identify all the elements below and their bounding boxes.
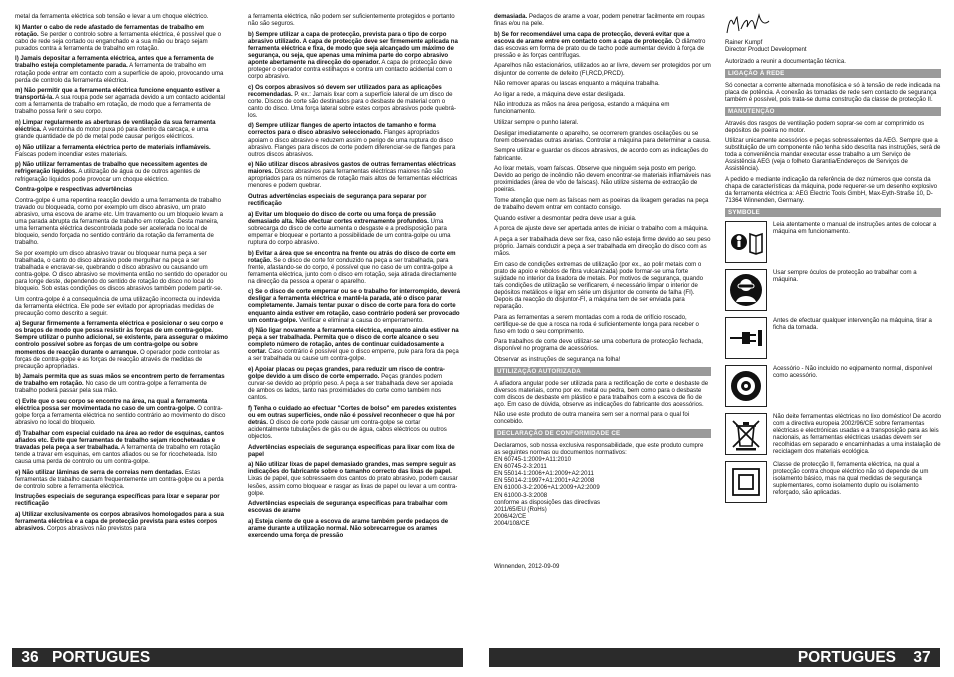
ce-line: Declaramos, sob nossa exclusiva responsabilidade, que este produto cumpre as seguintes normas ou documentos normativos: (494, 442, 704, 457)
paragraph-text: a ferramenta eléctrica, não podem ser suficientemente protegidos e portanto não são seguros. (248, 13, 455, 28)
paragraph-heading: p) Não utilizar ferramentas de trabalho que necessitem agentes de refrigeração líquidos. (15, 161, 208, 176)
weee-bin-icon (725, 413, 767, 455)
ce-line: 2011/65/EU (RoHs) (494, 505, 547, 513)
page-37 (477, 0, 954, 677)
paragraph-text: Caso contrário é possível que o disco emperre, pule para fora da peça a ser trabalhada ou cause um contra-golpe. (248, 348, 459, 363)
paragraph (494, 165, 711, 193)
page-footer-left (12, 648, 463, 667)
column-2 (248, 13, 461, 643)
paragraph (494, 197, 711, 211)
paragraph (248, 211, 461, 246)
signature-icon (725, 13, 773, 37)
symbol-row (725, 221, 941, 263)
ce-line: EN 61000-3-2:2006+A1:2009+A2:2009 (494, 484, 600, 492)
paragraph-text: No caso de um contra-golpe a ferramenta de trabalho poderá passar pela sua mão. (15, 380, 207, 395)
paragraph (15, 320, 228, 369)
class-ii-icon (725, 461, 767, 503)
paragraph (248, 250, 461, 285)
paragraph-text: Discos abrasivos para ferramentas eléctricas maiores não são apropriados para os números de rotação mais altos de ferramentas eléctricas menores e podem quebrar. (248, 168, 458, 190)
symbol-row (725, 269, 941, 311)
paragraph-heading: a) Esteja ciente de que a escova de arame também perde pedaços de arame durante a utilização normal. Não sobrecarregue os arames exercendo uma força de pressão (248, 517, 449, 539)
paragraph-text: O disco de corte pode causar um contra-golpe se cortar acidentalmente tubulações de gás ou de água, cabos eléctricos ou outros objectos. (248, 418, 447, 441)
column-4 (725, 13, 941, 643)
paragraph (494, 119, 711, 126)
symbol-row (725, 461, 941, 503)
paragraph-text: Ao ligar a rede, a máquina deve estar desligada. (494, 90, 626, 98)
paragraph-text: Não introduza as mãos na área perigosa, estando a máquina em funcionamento. (494, 101, 670, 116)
paragraph (494, 62, 711, 76)
paragraph-text: Lixas de papel, que sobressaem dos cantos do prato abrasivo, podem causar lesões, assim como bloquear e rasgar as lixas de papel ou levar a um contra-golpe. (248, 475, 458, 497)
paragraph-text: A utilização de água ou de outros agentes de refrigeração líquidos pode provocar um choque eléctrico. (15, 168, 201, 183)
paragraph-text: O operador pode controlar as forças de contra-golpe e as forças de reacção através de medidas de precaução apropriadas. (15, 348, 220, 370)
paragraph (494, 236, 711, 257)
paragraph (248, 288, 461, 323)
paragraph (15, 87, 228, 115)
section-text: Utilizar unicamente acessórios e peças sobressalentes da AEG. Sempre que a substituição de um componente não tenha sido descrita nas instruções, será de toda a conveniência mandar executar esse trabalho a um Serviço de Assistência AEG (veja o folheto Garantia/Endereços de Serviços de Assistência). (725, 137, 941, 173)
section-title-conformidade: DECLARAÇÃO DE CONFORMIDADE CE (494, 429, 711, 438)
section-text: A pedido e mediante indicação da referência de dez números que consta da chapa de características da máquina, pode requerer-se um desenho explosivo da ferramenta eléctrica a: AEG Electric Tools GmbH, Max-Eyth-Straße 10, D-71364 Winnenden, Germany. (725, 176, 938, 205)
paragraph-heading: o) Não utilizar a ferramenta eléctrica perto de materiais inflamáveis. (15, 143, 211, 151)
paragraph (248, 13, 461, 27)
paragraph-heading: Instruções especiais de segurança específicas para lixar e separar por rectificação (15, 493, 220, 508)
paragraph (15, 55, 228, 83)
paragraph-heading: b) Se for recomendável uma capa de protecção, deverá evitar que a escova de arame entre em contacto com a capa de protecção. (494, 30, 690, 45)
paragraph (15, 119, 228, 140)
paragraph (494, 80, 711, 87)
paragraph-text: Pedaços de arame a voar, podem penetrar facilmente em roupas finas e/ou na pele. (494, 13, 705, 28)
paragraph-heading: n) Limpar regularmente as aberturas de ventilação da sua ferramenta eléctrica. (15, 118, 216, 134)
paragraph (248, 193, 461, 207)
ce-line: EN 61000-3-3:2008 (494, 491, 548, 499)
paragraph (15, 398, 228, 426)
paragraph-text: Se perder o controlo sobre a ferramenta eléctrica, é possível que o cabo de rede seja cortado ou enganchado e a sua mão ou braço sejam puxados contra a ferramenta de trabalho em rotação. (15, 30, 221, 52)
paragraph-text: Contra-golpe é uma repentina reacção devido a uma ferramenta de trabalho travado ou bloqueada, como por exemplo um disco abrasivo, um prato abrasivo, uma escova de arame etc. Um travamento ou um bloqueio levam a uma parada abrupta da ferramenta de trabalho em rotação. Desta maneira, uma ferramenta eléctrica descontrolada pode ser acelerada no local de bloqueio, sendo forçada no sentido contrário da rotação da ferramenta de trabalho. (15, 196, 223, 247)
paragraph-text: O contra-golpe força a ferramenta eléctrica no sentido contrário ao movimento do disco abrasivo no local do bloqueio. (15, 405, 226, 427)
paragraph-text: A sua roupa pode ser agarrada devido a um contacto acidental com a ferramenta de trabalho em rotação, de modo que a ferramenta de trabalho possa ferir o seu corpo. (15, 94, 226, 116)
paragraph-text: Se o disco de corte for conduzido na peça a ser trabalhada, para frente, afastando-se do corpo, é possível que no caso de um contra-golpe a ferramenta eléctrica, junto com o disco em rotação, seja atirada directamente na direcção da pessoa a operar o aparelho. (248, 256, 457, 285)
paragraph-text: A porca de ajuste deve ser apertada antes de iniciar o trabalho com a máquina. (494, 225, 709, 233)
page-footer-right (489, 648, 940, 667)
symbol-row (725, 413, 941, 455)
ce-standards-list (494, 442, 711, 527)
paragraph (494, 215, 711, 222)
paragraph-text: Um contra-golpe é a consequência de uma utilização incorrecta ou indevida da ferramenta eléctrica. Ele pode ser evitado por apropriadas medidas de precaução como descrito a seguir. (15, 295, 220, 317)
paragraph (15, 13, 228, 20)
paragraph-text: Estas ferramentas de trabalho causam frequentemente um contra-golpe ou a perda de controlo sobre a ferramenta eléctrica. (15, 468, 224, 490)
ce-line: 2006/42/CE (494, 512, 527, 520)
paragraph (494, 314, 711, 335)
paragraph-text: A ferramenta de trabalho em rotação pode entrar em contacto com a superfície de apoio, provocando uma perda de controlo da ferramenta eléctrica. (15, 62, 224, 84)
ce-date: Winnenden, 2012-09-09 (494, 562, 560, 570)
paragraph (15, 197, 228, 246)
paragraph-text: Não remover aparas ou lascas enquanto a máquina trabalha. (494, 80, 660, 88)
paragraph-heading: e) Não utilizar lâminas de serra de correias nem dentadas. (15, 468, 184, 476)
paragraph-text: metal da ferramenta eléctrica sob tensão e levar a um choque eléctrico. (15, 13, 209, 20)
page-number: 37 (913, 649, 931, 666)
eye-protection-icon (725, 269, 767, 311)
paragraph (494, 261, 711, 310)
symbol-row (725, 317, 941, 359)
paragraph-heading: a) Não utilizar lixas de papel demasiado grandes, mas sempre seguir as indicações do fabricante sobre o tamanho correcto das lixas de papel. (248, 461, 456, 476)
paragraph-text: Aparelhos não estacionários, utilizados ao ar livre, devem ser protegidos por um disjuntor de corrente de defeito (FI,RCD,PRCD). (494, 62, 711, 77)
section-title-rede: LIGAÇÃO À REDE (725, 69, 941, 78)
section-text: Através dos rasgos de ventilação podem soprar-se com ar comprimido os depósitos de poeira no motor. (725, 119, 925, 134)
column-1 (15, 13, 228, 643)
ce-line: EN 55014-1:2006+A1:2009+A2:2011 (494, 470, 594, 478)
paragraph-heading: d) Trabalhar com especial cuidado na área ao redor de esquinas, cantos afiados etc. Evite que ferramentas de trabalho sejam ricocheteadas e travadas pela peça a ser trabalhada. (15, 429, 224, 451)
paragraph-heading: b) Jamais permita que as suas mãos se encontrem perto de ferramentas de trabalho em rotação. (15, 373, 225, 388)
paragraph (15, 161, 228, 182)
paragraph (494, 91, 711, 98)
paragraph-heading: e) Não utilizar discos abrasivos gastos de outras ferramentas eléctricas maiores. (248, 161, 456, 176)
section-text: Só conectar a corrente alternada monofásica e só à tensão de rede indicada na placa de potência. A conexão às tomadas de rede sem contacto de segurança também é possível, pois trata-se duma construção da classe de protecção II. (725, 81, 941, 103)
signer-note: Autorizado a reunir a documentação técnica. (725, 58, 846, 66)
paragraph (248, 327, 461, 362)
section-text: A afiadora angular pode ser utilizada para a rectificação de corte e desbaste de diversos materiais, como por ex. metal ou pedra, bem como para o desbaste com discos de desbaste em plástico e para trabalhos com a escova de fio de aço. Em caso de dúvida, observe as indicações do fabricante dos acessórios. (494, 379, 709, 408)
paragraph (15, 296, 228, 317)
paragraph (15, 469, 228, 490)
paragraph (494, 31, 711, 59)
paragraph-heading: Advertências especiais de segurança específicas para lixar com lixa de papel (248, 443, 455, 458)
paragraph-heading: a) Segurar firmemente a ferramenta eléctrica e posicionar o seu corpo e os braços de modo que possa resistir às forças de um contra-golpe. Sempre utilizar o punho adicional, se existente, para assegurar o máximo controlo possível sobre as forças de um contra-golpe ou sobre momentos de reacção durante o arranque. (15, 320, 228, 356)
paragraph-text: A ventoinha do motor puxa pó para dentro da carcaça, e uma grande quantidade de pó de metal pode causar perigos eléctricos. (15, 126, 209, 141)
paragraph-heading: b) Sempre utilizar a capa de protecção, prevista para o tipo de corpo abrasivo utilizado. A capa de protecção deve ser firmemente aplicada na ferramenta eléctrica e fixa, de modo que seja alcançado um máximo de segurança, ou seja, que apenas uma mínima parte do corpo abrasivo aponte abertamente na direcção do operador. (248, 30, 458, 66)
paragraph-text: Para trabalhos de corte deve utilizar-se uma cobertura de protecção fechada, disponível no programa de acessórios. (494, 338, 703, 353)
paragraph-heading: d) Sempre utilizar flanges de aperto intactos de tamanho e forma correctos para o disco abrasivo seleccionado. (248, 122, 436, 137)
paragraph-text: Para as ferramentas a serem montadas com a roda de orifício roscado, certifique-se de que a rosca na roda é suficientemente longa para receber o fuso em todo o seu comprimento. (494, 313, 699, 335)
paragraph-text: Sempre utilizar e guardar os discos abrasivos, de acordo com as indicações do fabricante. (494, 147, 709, 162)
paragraph-heading: l) Jamais depositar a ferramenta eléctrica, antes que a ferramenta de trabalho esteja completamente parada. (15, 55, 214, 70)
paragraph-heading: c) Os corpos abrasivos só devem ser utilizados para as aplicações recomendadas. (248, 83, 442, 98)
paragraph (15, 250, 228, 292)
paragraph-text: A capa de protecção deve proteger o operador contra estilhaços e contra um contacto acidental com o corpo abrasivo. (248, 58, 453, 80)
paragraph-heading: m) Não permitir que a ferramenta eléctrica funcione enquanto estiver a transportá-la. (15, 87, 220, 102)
section-text: Não use este produto de outra maneira sem ser a normal para o qual foi concebido. (494, 411, 690, 426)
paragraph-text: Em caso de condições extremas de utilização (por ex., ao polir metais com o prato de apoio e rebolos de fibra vulcanizada) pode formar-se uma forte sujidade no interior da lixadora de metais. Por motivos de segurança, quando tais condições de utilização se verificarem, é necessário limpar o interior de depósitos metálicos e ligar em série um disjuntor de corrente de falha (FI). Depois da reacção do disjuntor-FI, a máquina tem de ser enviada para reparação. (494, 260, 704, 310)
paragraph (15, 430, 228, 465)
paragraph-heading: k) Manter o cabo de rede afastado de ferramentas de trabalho em rotação. (15, 23, 204, 38)
paragraph (494, 147, 711, 161)
ce-line: EN 55014-2:1997+A1:2001+A2:2008 (494, 477, 595, 485)
paragraph-text: Ao lixar metais, voam faíscas. Observe que ninguém seja posto em perigo. Devido ao perigo de incêndio não devem encontrar-se materiais inflamáveis nas proximidades (área de vôo de faíscas). Não utilize sistema de extracção de poeiras. (494, 165, 711, 194)
read-manual-icon (725, 221, 767, 263)
paragraph (248, 518, 461, 539)
paragraph (494, 225, 711, 232)
ce-line: EN 60745-2-3:2011 (494, 463, 547, 471)
symbol-row (725, 365, 941, 407)
paragraph-text: Corpos abrasivos não previstos para (45, 525, 147, 533)
paragraph (248, 461, 461, 496)
section-title-symbole: SYMBOLE (725, 208, 941, 217)
unplug-icon (725, 317, 767, 359)
section-title-utilizacao: UTILIZAÇÃO AUTORIZADA (494, 367, 711, 376)
paragraph-text: Uma sobrecarga do disco de corte aumenta o desgaste e a predisposição para emperrar e bloquear e portanto a possibilidade de um contra-golpe ou uma ruptura do corpo abrasivo. (248, 217, 451, 246)
paragraph-text: Peças grandes podem curvar-se devido ao próprio peso. A peça a ser trabalhada deve ser apoiada de ambos os lados, tanto nas proximidades do corte como também nos cantos. (248, 373, 453, 402)
paragraph-text: Verificar e eliminar a causa do emperramento. (297, 316, 424, 324)
paragraph (494, 130, 711, 144)
paragraph (248, 31, 461, 80)
paragraph-text: A ferramenta de trabalho em rotação tende a travar em esquinas, em cantos afiados ou se for ricocheteada. Isto causa uma perda de controlo ou um contra-golpe. (15, 443, 221, 465)
paragraph (494, 101, 711, 115)
footer-language: PORTUGUES (797, 649, 896, 666)
paragraph-text: Tome atenção que nem as faíscas nem as poeiras da lixagem geradas na peça de trabalho devem entrar em contacto consigo. (494, 196, 709, 211)
paragraph (15, 493, 228, 507)
paragraph (15, 24, 228, 52)
paragraph-text: P. ex.: Jamais lixar com a superfície lateral de um disco de corte. Discos de corte são destinados para o desbaste de material com o canto do disco. Uma força lateral sobre estes corpos abrasivos pode quebrá-los. (248, 90, 456, 119)
signer-name: Rainer Kumpf (725, 39, 763, 46)
paragraph-heading: Contra-golpe e respectivas advertências (15, 186, 133, 194)
paragraph-heading: a) Evitar um bloqueio do disco de corte ou uma força de pressão demasiado alta. Não efectuar cortes extremamente profundos. (248, 210, 436, 225)
paragraph-text: Observar as instruções de segurança na folha! (494, 355, 621, 363)
paragraph (494, 338, 711, 352)
paragraph (15, 144, 228, 158)
paragraph-heading: a) Utilizar exclusivamente os corpos abrasivos homologados para a sua ferramenta eléctrica e a capa de protecção prevista para estes corpos abrasivos. (15, 511, 224, 533)
paragraph (248, 366, 461, 401)
paragraph-heading: Outras advertências especiais de segurança para separar por rectificação (248, 193, 427, 208)
column-3 (494, 13, 711, 643)
page-number: 36 (21, 649, 39, 666)
paragraph-heading: c) Evite que o seu corpo se encontre na área, na qual a ferramenta eléctrica possa ser movimentada no caso de um contra-golpe. (15, 397, 208, 413)
ce-line: 2004/108/CE (494, 519, 530, 527)
paragraph (15, 186, 228, 193)
ce-line: conforme as disposições das directivas (494, 498, 601, 506)
paragraph-heading: d) Não ligar novamente a ferramenta eléctrica, enquanto ainda estiver na peça a ser trabalhada. Permita que o disco de corte alcance o seu completo número de rotação, antes de continuar cuidadosamente a cortar. (248, 327, 459, 356)
accessory-disc-icon (725, 365, 767, 407)
paragraph (248, 161, 461, 189)
paragraph-text: Quando estiver a desmontar pedra deve usar a guia. (494, 214, 637, 222)
paragraph-text: Faíscas podem incendiar estes materiais. (15, 150, 128, 158)
symbol-description: Acessório - Não incluído no eqipamento normal, disponível como acessório. (773, 364, 933, 379)
paragraph (248, 500, 461, 514)
symbol-description: Leia atentamente o manual de instruções antes de colocar a máquina em funcionamento. (773, 220, 937, 235)
paragraph-heading: c) Se o disco de corte emperrar ou se o trabalho for interrompido, deverá desligar a ferramenta eléctrica e mantê-la parada, até o disco parar completamente. Jamais tentar puxar o disco de corte para fora do corte enquanto ainda estiver em rotação, caso contrário poderá ser provocado um contra-golpe. (248, 288, 460, 324)
symbol-description: Classe de protecção II, ferramenta eléctrica, na qual a protecção contra choque eléctrico não só depende de um isolamento básico, mas na qual medidas de segurança suplementares, como isolamento duplo ou isolamento reforçado, são aplicadas. (773, 461, 929, 497)
symbol-description: Não deite ferramentas eléctricas no lixo doméstico! De acordo com a directiva europeia 2002/96/CE sobre ferramentas eléctricas e electrónicas usadas e a transposição para as leis nacionais, as ferramentas eléctricas usadas devem ser recolhidas em separado e encaminhadas a uma instalação de reciclagem dos materiais ecológica. (773, 412, 941, 456)
symbol-description: Usar sempre óculos de protecção ao trabalhar com a máquina. (773, 268, 917, 283)
paragraph-text: Flanges apropriados apoiam o disco abrasivo e reduzem assim o perigo de uma ruptura do disco abrasivo. Flanges para discos de corte podem diferenciar-se de flanges para outros discos abrasivos. (248, 129, 456, 158)
paragraph (248, 122, 461, 157)
paragraph (494, 13, 711, 27)
paragraph-heading: Advertências especiais de segurança específicas para trabalhar com escovas de arame (248, 500, 448, 515)
ce-line: EN 60745-1:2009+A11:2010 (494, 456, 571, 464)
paragraph-text: A peça a ser trabalhada deve ser fixa, caso não esteja firme devido ao seu peso próprio. Jamais conduzir a peça a ser trabalhada em direcção do disco com as mãos. (494, 235, 711, 257)
paragraph (494, 356, 711, 363)
paragraph-text: O diâmetro das escovas em forma de prato ou de tacho pode aumentar devido à força de pressão e às forças centrífugas. (494, 37, 706, 59)
paragraph (15, 373, 228, 394)
paragraph-heading: f) Tenha o cuidado ao efectuar "Cortes de bolso" em paredes existentes ou em outras superfícies, onde não é possível reconhecer o que há por detrás. (248, 404, 457, 426)
paragraph-text: Utilizar sempre o punho lateral. (494, 119, 579, 127)
section-title-manutencao: MANUTENÇÃO (725, 107, 941, 116)
signer-role: Director Product Development (725, 46, 807, 54)
paragraph-text: Desligar imediatamente o aparelho, se ocorrerem grandes oscilações ou se forem observadas outras avarias. Controlar a máquina para determinar a causa. (494, 129, 711, 144)
paragraph-text: Se por exemplo um disco abrasivo travar ou bloquear numa peça a ser trabalhada, o canto do disco abrasivo pode mergulhar na peça a ser trabalhada e encravar-se, quebrando o disco abrasivo ou causando um contra-golpe. O disco abrasivo se movimenta então no sentido do operador ou para longe deste, dependendo do sentido de rotação do disco no local do bloqueio. Sob estas condições os discos abrasivos também podem partir-se. (15, 249, 228, 292)
paragraph-heading: demasiada. (494, 13, 528, 20)
paragraph (15, 511, 228, 532)
paragraph (248, 405, 461, 440)
paragraph (248, 444, 461, 458)
symbol-description: Antes de efectuar qualquer intervenção na máquina, tirar a ficha da tomada. (773, 316, 932, 331)
footer-language: PORTUGUES (52, 649, 151, 666)
paragraph-heading: b) Evitar a área que se encontra na frente ou atrás do disco de corte em rotação. (248, 249, 456, 264)
paragraph-heading: e) Apoiar placas ou peças grandes, para reduzir um risco de contra-golpe devido a um disco de corte emperrado. (248, 366, 445, 381)
paragraph (248, 84, 461, 119)
